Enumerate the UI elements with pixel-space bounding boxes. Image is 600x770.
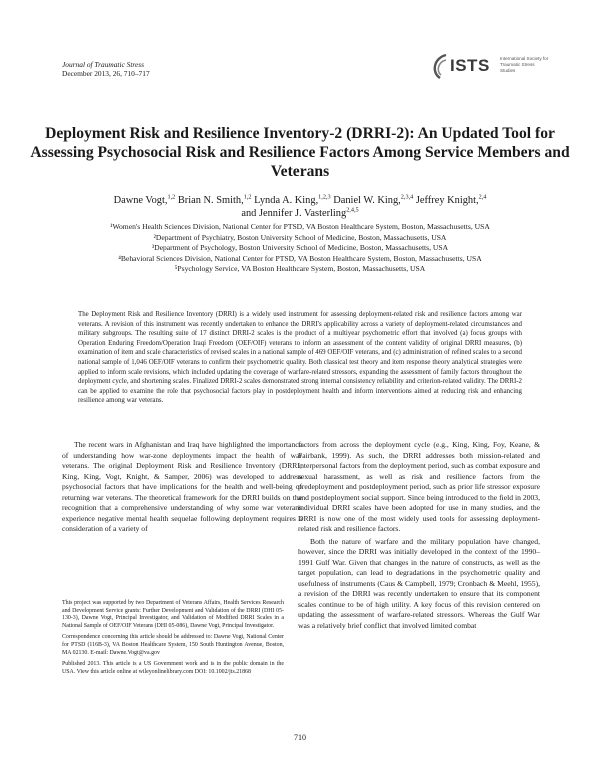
affiliation-2: ²Department of Psychiatry, Boston University School of Medicine, Boston, Massachusetts, USA bbox=[153, 232, 447, 242]
footnotes bbox=[62, 600, 284, 680]
author-4: Daniel W. King,$^{2,3,4}$ bbox=[333, 193, 414, 206]
logo-tagline: International Society for Traumatic Stress Studies bbox=[500, 56, 549, 73]
journal-header bbox=[62, 60, 150, 78]
author-3: Lynda A. King,$^{1,2,3}$ bbox=[254, 193, 331, 206]
issue-line: December 2013, 26, 710–717 bbox=[62, 69, 150, 78]
journal-name: Journal of Traumatic Stress bbox=[62, 60, 145, 69]
body-paragraph: The recent wars in Afghanistan and Iraq have highlighted the importance of understanding how war-zone deployments impact the health of war veterans. The original Deployment Risk and Resilience Inventory (DRRI; King, King, Vogt, Knight, & Samper, 2006) was developed to address psychosocial factors that have implications for the health and well-being of returning war veterans. The theoretical framework for the DRRI builds on the recognition that a comprehensive understanding of why some war veterans experience negative mental health sequelae following deployment requires a consideration of a variety of bbox=[62, 440, 302, 533]
author-list bbox=[60, 194, 540, 220]
ists-logo bbox=[428, 50, 548, 84]
funding-note: This project was supported by two Department of Veterans Affairs, Health Services Research and Development Service grants: Further Development and Validation of the DRRI (DHI 05-130-3), Dawne Vogt, Principal Investigator, and Validation of Modified DRRI Scales in a National Sample of OEF/OIF Veterans (DHI 05-086), Dawne Vogt, Principal Investigator. bbox=[62, 600, 284, 629]
correspondence-note: Correspondence concerning this article should be addressed to: Dawne Vogt, National Center for PTSD (116B-3), VA Boston Healthcare System, 150 South Huntington Avenue, Boston, MA 02130. E-mail: Dawne.Vogt@va.gov bbox=[62, 634, 284, 656]
article-title: Deployment Risk and Resilience Inventory-2 (DRRI-2): An Updated Tool for Assessing Psychosocial Risk and Resilience Factors Among Service Members and Veterans bbox=[30, 125, 570, 180]
author-1: Dawne Vogt,$^{1,2}$ bbox=[113, 193, 176, 206]
body-column-left bbox=[62, 440, 302, 535]
affiliation-4: ⁴Behavioral Sciences Division, National Center for PTSD, VA Boston Healthcare System, Boston, Massachusetts, USA bbox=[118, 253, 482, 263]
affiliation-3: ³Department of Psychology, Boston University School of Medicine, Boston, Massachusetts, USA bbox=[151, 243, 449, 253]
abstract: The Deployment Risk and Resilience Inventory (DRRI) is a widely used instrument for assessing deployment-related risk and resilience factors among war veterans. A revision of this instrument was recently undertaken to enhance the DRRI's applicability across a variety of deployment-related circumstances and military subgroups. The resulting suite of 17 distinct DRRI-2 scales is the product of a multiyear psychometric effort that involved (a) focus groups with Operation Enduring Freedom/Operation Iraqi Freedom (OEF/OIF) veterans to inform an assessment of the content validity of original DRRI measures, (b) examination of item and scale characteristics of revised scales in a national sample of 469 OEF/OIF veterans, and (c) administration of refined scales to a second national sample of 1,046 OEF/OIF veterans to confirm their psychometric quality. Both classical test theory and item response theory analytical strategies were applied to inform scale revisions, which included updating the coverage of warfare-related stressors, expanding the assessment of family factors throughout the deployment cycle, and shortening scales. Finalized DRRI-2 scales demonstrated strong internal consistency reliability and criterion-related validity. The DRRI-2 can be applied to examine the role that psychosocial factors play in postdeployment health and inform interventions aimed at reducing risk and enhancing resilience among war veterans. bbox=[78, 311, 522, 405]
ists-arc-icon bbox=[428, 52, 450, 80]
body-paragraph: Both the nature of warfare and the military population have changed, however, since the DRRI was initially developed in the context of the 1990–1991 Gulf War. Given that changes in the nature of constructs, as well as the target population, can lead to degradations in the psychometric quality and usefulness of instruments (Caus & Campbell, 1979; Cronbach & Meehl, 1955), a revision of the DRRI was recently undertaken to ensure that its component scales continue to be of high utility. A key focus of this revision centered on updating the assessment of warfare-related stressors. Whereas the Gulf War was a relatively brief conflict that involved limited combat bbox=[298, 536, 540, 630]
author-2: Brian N. Smith,$^{1,2}$ bbox=[177, 193, 252, 206]
author-5: Jeffrey Knight,$^{2,4}$ bbox=[415, 193, 487, 206]
logo-text: ISTS bbox=[450, 56, 490, 75]
body-paragraph: factors from across the deployment cycle (e.g., King, King, Foy, Keane, & Fairbank, 1999). As such, the DRRI addresses both mission-related and interpersonal factors from the deployment period, such as combat exposure and sexual harassment, as well as risk and resilience factors from the predeployment and postdeployment period, such as prior life stressor exposure and postdeployment social support. Since being introduced to the field in 2003, individual DRRI scales have been adopted for use in many studies, and the DRRI is now one of the most widely used tools for assessing deployment-related risk and resilience factors. bbox=[298, 440, 540, 533]
affiliation-5: ⁵Psychology Service, VA Boston Healthcare System, Boston, Massachusetts, USA bbox=[174, 264, 426, 274]
author-6: and Jennifer J. Vasterling$^{2,4,5}$ bbox=[241, 206, 359, 219]
body-column-right bbox=[298, 440, 540, 631]
publication-note: Published 2013. This article is a US Government work and is in the public domain in the USA. View this article online at wileyonlinelibrary.com DOI: 10.1002/jts.21868 bbox=[62, 661, 284, 675]
affiliation-1: ¹Women's Health Sciences Division, National Center for PTSD, VA Boston Healthcare System, Boston, Massachusetts, USA bbox=[110, 222, 490, 231]
page-number: 710 bbox=[294, 733, 306, 742]
affiliations bbox=[40, 222, 560, 275]
